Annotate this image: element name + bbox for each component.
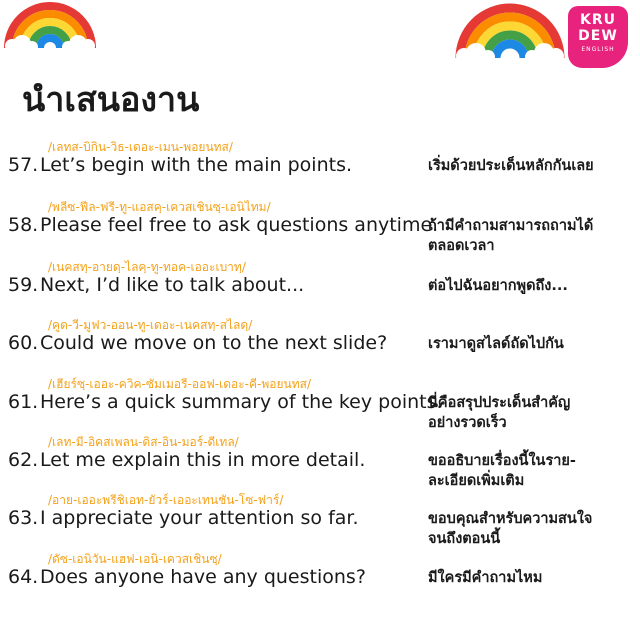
- pronunciation-text: /เนคสทฺ-อายดฺ-ไลคฺ-ทู-ทอค-เออะเบาทฺ/: [48, 260, 246, 274]
- thai-line: อย่างรวดเร็ว: [428, 415, 507, 431]
- english-phrase: Let’s begin with the main points.: [40, 154, 353, 176]
- rainbow-right-icon: [452, 2, 568, 62]
- rainbow-left-icon: [2, 2, 98, 52]
- phrase-number: 58.: [8, 214, 39, 236]
- thai-line: นี่คือสรุปประเด็นสำคัญ: [428, 395, 571, 411]
- english-phrase: Please feel free to ask questions anytime.: [40, 214, 439, 236]
- thai-line: ถ้ามีคำถามสามารถถามได้: [428, 218, 594, 234]
- phrase-item-62: [0, 433, 640, 493]
- logo-line-2: DEW: [578, 28, 618, 44]
- pronunciation-text: /ดัซ-เอนิวัน-แฮฟ-เอนิ-เควสเชินซฺ/: [48, 552, 222, 566]
- thai-translation: [428, 334, 634, 354]
- pronunciation-text: /เลท-มี-อิคสเพลน-ดิส-อิน-มอร์-ดีเทล/: [48, 435, 239, 449]
- phrase-number: 60.: [8, 332, 39, 354]
- phrase-item-60: [0, 316, 640, 376]
- logo-line-1: KRU: [580, 12, 616, 28]
- thai-line: ต่อไปฉันอยากพูดถึง...: [428, 278, 568, 294]
- logo-line-3: ENGLISH: [581, 46, 615, 53]
- phrase-number: 64.: [8, 566, 39, 588]
- thai-translation: [428, 509, 634, 549]
- pronunciation-text: /คูด-วี-มูฟว-ออน-ทู-เดอะ-เนคสทฺ-สไลดฺ/: [48, 318, 253, 332]
- phrase-item-58: [0, 198, 640, 258]
- phrase-item-59: [0, 258, 640, 318]
- kru-dew-logo: [568, 6, 628, 68]
- english-phrase: Does anyone have any questions?: [40, 566, 366, 588]
- phrase-number: 57.: [8, 154, 39, 176]
- phrase-item-64: [0, 550, 640, 610]
- english-phrase: I appreciate your attention so far.: [40, 507, 359, 529]
- english-phrase: Let me explain this in more detail.: [40, 449, 366, 471]
- thai-line: เริ่มด้วยประเด็นหลักกันเลย: [428, 158, 594, 174]
- pronunciation-text: /เลทส-บิกิน-วิธ-เดอะ-เมน-พอยนทส/: [48, 140, 233, 154]
- phrase-number: 63.: [8, 507, 39, 529]
- phrase-number: 62.: [8, 449, 39, 471]
- phrase-number: 59.: [8, 274, 39, 296]
- pronunciation-text: /พลีซ-ฟีล-ฟรี-ทู-แอสคฺ-เควสเชินซฺ-เอนิไทม/: [48, 200, 271, 214]
- english-phrase: Next, I’d like to talk about...: [40, 274, 305, 296]
- thai-line: ละเอียดเพิ่มเติม: [428, 473, 525, 489]
- thai-line: มีใครมีคำถามไหม: [428, 570, 543, 586]
- phrase-item-61: [0, 375, 640, 435]
- thai-line: เรามาดูสไลด์ถัดไปกัน: [428, 336, 564, 352]
- thai-translation: [428, 276, 634, 296]
- thai-line: ขออธิบายเรื่องนี้ในราย-: [428, 453, 576, 469]
- thai-translation: [428, 156, 634, 176]
- pronunciation-text: /อาย-เออะพรีชิเอท-ยัวร์-เออะเทนชัน-โซ-ฟาร์/: [48, 493, 284, 507]
- thai-line: จนถึงตอนนี้: [428, 531, 501, 547]
- phrase-number: 61.: [8, 391, 39, 413]
- english-phrase: Could we move on to the next slide?: [40, 332, 388, 354]
- thai-translation: [428, 568, 634, 588]
- phrase-item-63: [0, 491, 640, 551]
- thai-translation: [428, 451, 634, 491]
- phrase-item-57: [0, 138, 640, 198]
- thai-line: ขอบคุณสำหรับความสนใจ: [428, 511, 593, 527]
- pronunciation-text: /เฮียร์ซฺ-เออะ-ควิค-ซัมเมอรี-ออฟ-เดอะ-คี-พอยนทส/: [48, 377, 311, 391]
- thai-line: ตลอดเวลา: [428, 238, 495, 254]
- thai-translation: [428, 393, 634, 433]
- thai-translation: [428, 216, 634, 256]
- english-phrase: Here’s a quick summary of the key points.: [40, 391, 443, 413]
- page-title: นำเสนองาน: [22, 80, 200, 120]
